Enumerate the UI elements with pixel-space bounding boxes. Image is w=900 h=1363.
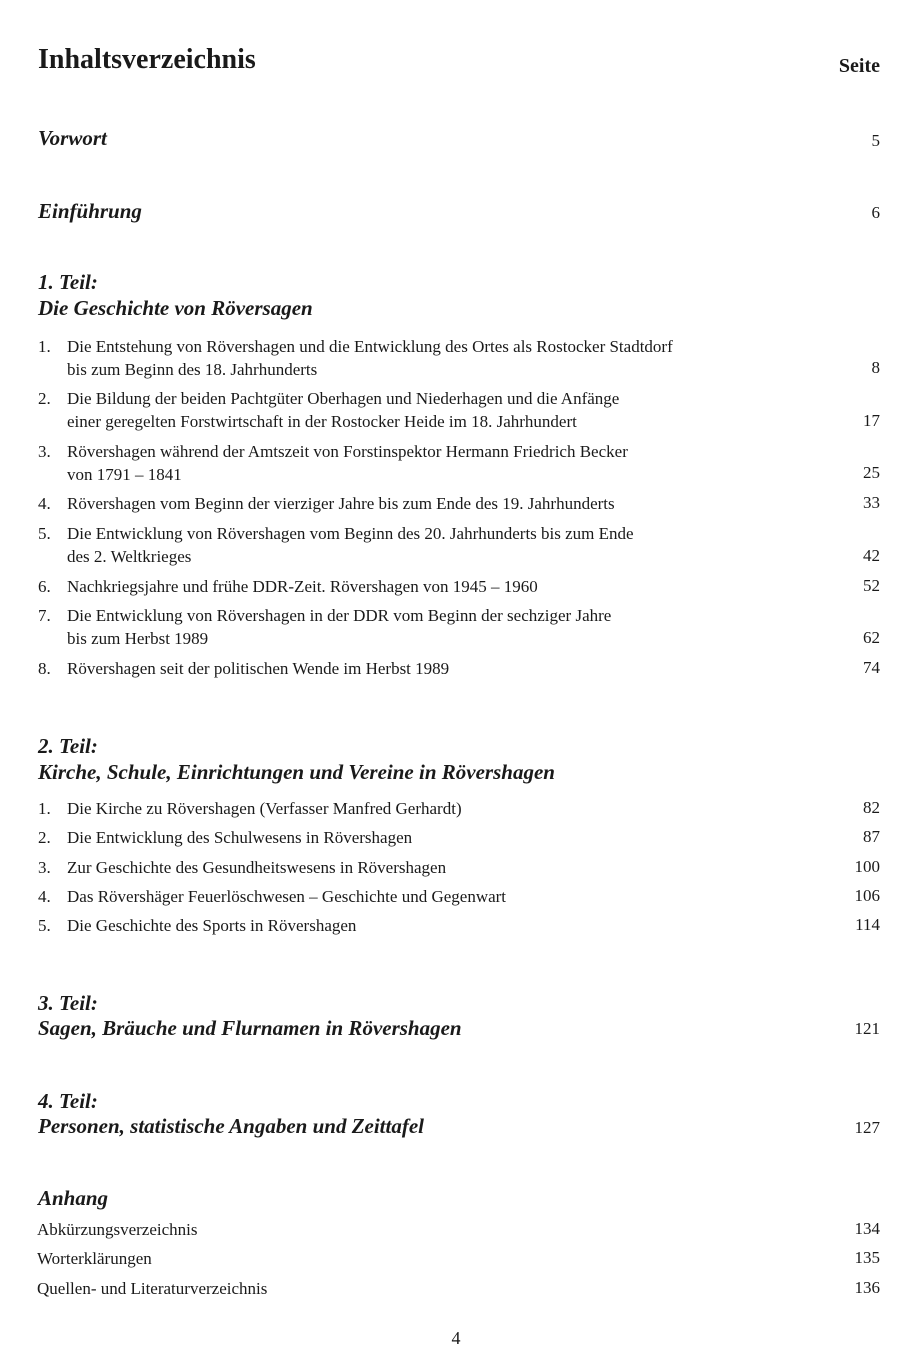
entry-text: Die Entwicklung des Schulwesens in Rövershagen <box>67 828 413 847</box>
part2-title: Kirche, Schule, Einrichtungen und Vereine in Rövershagen <box>38 760 555 784</box>
entry-text: Rövershagen seit der politischen Wende im Herbst 1989 <box>67 659 450 678</box>
entry-text-cont: bis zum Beginn des 18. Jahrhunderts <box>67 360 318 379</box>
page-column-label: Seite <box>838 55 880 77</box>
entry-number: 3. <box>38 442 51 461</box>
part4-page: 127 <box>854 1118 880 1137</box>
part2-label: 2. Teil: <box>38 734 98 758</box>
toc-entry <box>38 522 634 568</box>
entry-text: Rövershagen während der Amtszeit von Forstinspektor Hermann Friedrich Becker <box>67 442 628 461</box>
entry-text: Die Bildung der beiden Pachtgüter Oberhagen und Niederhagen und die Anfänge <box>67 389 620 408</box>
entry-text: Zur Geschichte des Gesundheitswesens in Rövershagen <box>67 858 447 877</box>
part1-title: Die Geschichte von Röversagen <box>38 296 313 320</box>
vorwort-heading: Vorwort <box>38 126 107 150</box>
part3-label: 3. Teil: <box>38 991 98 1015</box>
entry-number: 8. <box>38 659 51 678</box>
entry-page: 42 <box>863 546 880 565</box>
entry-number: 2. <box>38 389 51 408</box>
entry-page: 87 <box>863 827 880 846</box>
entry-text: Die Entstehung von Rövershagen und die Entwicklung des Ortes als Rostocker Stadtdorf <box>67 337 673 356</box>
entry-page: 62 <box>863 628 880 647</box>
entry-text-cont: des 2. Weltkrieges <box>67 547 192 566</box>
entry-page: 82 <box>863 798 880 817</box>
anhang-entry-page: 135 <box>854 1248 880 1267</box>
entry-text-cont: bis zum Herbst 1989 <box>67 629 209 648</box>
entry-number: 4. <box>38 887 51 906</box>
anhang-entry: Quellen- und Literaturverzeichnis <box>37 1279 268 1298</box>
anhang-heading: Anhang <box>38 1186 109 1210</box>
entry-number: 2. <box>38 828 51 847</box>
entry-page: 100 <box>854 857 880 876</box>
toc-entry <box>38 387 619 433</box>
einfuehrung-heading: Einführung <box>38 199 142 223</box>
part3-page: 121 <box>854 1019 880 1038</box>
entry-page: 8 <box>871 358 880 377</box>
entry-text-cont: von 1791 – 1841 <box>67 465 182 484</box>
entry-page: 114 <box>855 915 880 934</box>
entry-page: 25 <box>863 463 880 482</box>
toc-entry <box>38 885 506 908</box>
einfuehrung-page: 6 <box>871 203 880 222</box>
toc-entry <box>38 492 615 515</box>
entry-text: Die Geschichte des Sports in Rövershagen <box>67 916 357 935</box>
part4-title: Personen, statistische Angaben und Zeittafel <box>38 1114 424 1138</box>
entry-page: 74 <box>863 658 880 677</box>
part4-label: 4. Teil: <box>38 1089 98 1113</box>
anhang-entry-page: 136 <box>854 1278 880 1297</box>
entry-text: Rövershagen vom Beginn der vierziger Jahre bis zum Ende des 19. Jahrhunderts <box>67 494 615 513</box>
page-number: 4 <box>451 1328 461 1348</box>
entry-text: Nachkriegsjahre und frühe DDR-Zeit. Rövershagen von 1945 – 1960 <box>67 577 538 596</box>
part3-title: Sagen, Bräuche und Flurnamen in Rövershagen <box>38 1016 462 1040</box>
entry-text-cont: einer geregelten Forstwirtschaft in der Rostocker Heide im 18. Jahrhundert <box>67 412 577 431</box>
entry-number: 6. <box>38 577 51 596</box>
entry-text: Die Kirche zu Rövershagen (Verfasser Manfred Gerhardt) <box>67 799 462 818</box>
entry-number: 5. <box>38 916 51 935</box>
anhang-entry: Abkürzungsverzeichnis <box>37 1220 198 1239</box>
entry-text: Die Entwicklung von Rövershagen in der DDR vom Beginn der sechziger Jahre <box>67 606 612 625</box>
toc-entry <box>38 657 449 680</box>
toc-entry <box>38 575 538 598</box>
entry-number: 5. <box>38 524 51 543</box>
toc-entry <box>38 856 446 879</box>
entry-number: 3. <box>38 858 51 877</box>
anhang-entry-page: 134 <box>854 1219 880 1238</box>
entry-number: 7. <box>38 606 51 625</box>
entry-page: 106 <box>854 886 880 905</box>
entry-number: 1. <box>38 337 51 356</box>
entry-number: 1. <box>38 799 51 818</box>
entry-page: 17 <box>863 411 880 430</box>
toc-entry <box>38 335 673 381</box>
entry-number: 4. <box>38 494 51 513</box>
toc-entry <box>38 914 356 937</box>
toc-entry <box>38 797 462 820</box>
vorwort-page: 5 <box>871 131 880 150</box>
anhang-entry: Worterklärungen <box>37 1249 152 1268</box>
entry-page: 33 <box>863 493 880 512</box>
entry-page: 52 <box>863 576 880 595</box>
page-title: Inhaltsverzeichnis <box>38 44 256 75</box>
entry-text: Das Rövershäger Feuerlöschwesen – Geschichte und Gegenwart <box>67 887 507 906</box>
part1-label: 1. Teil: <box>38 270 98 294</box>
entry-text: Die Entwicklung von Rövershagen vom Beginn des 20. Jahrhunderts bis zum Ende <box>67 524 634 543</box>
toc-entry <box>38 440 628 486</box>
toc-entry <box>38 826 412 849</box>
toc-entry <box>38 604 611 650</box>
